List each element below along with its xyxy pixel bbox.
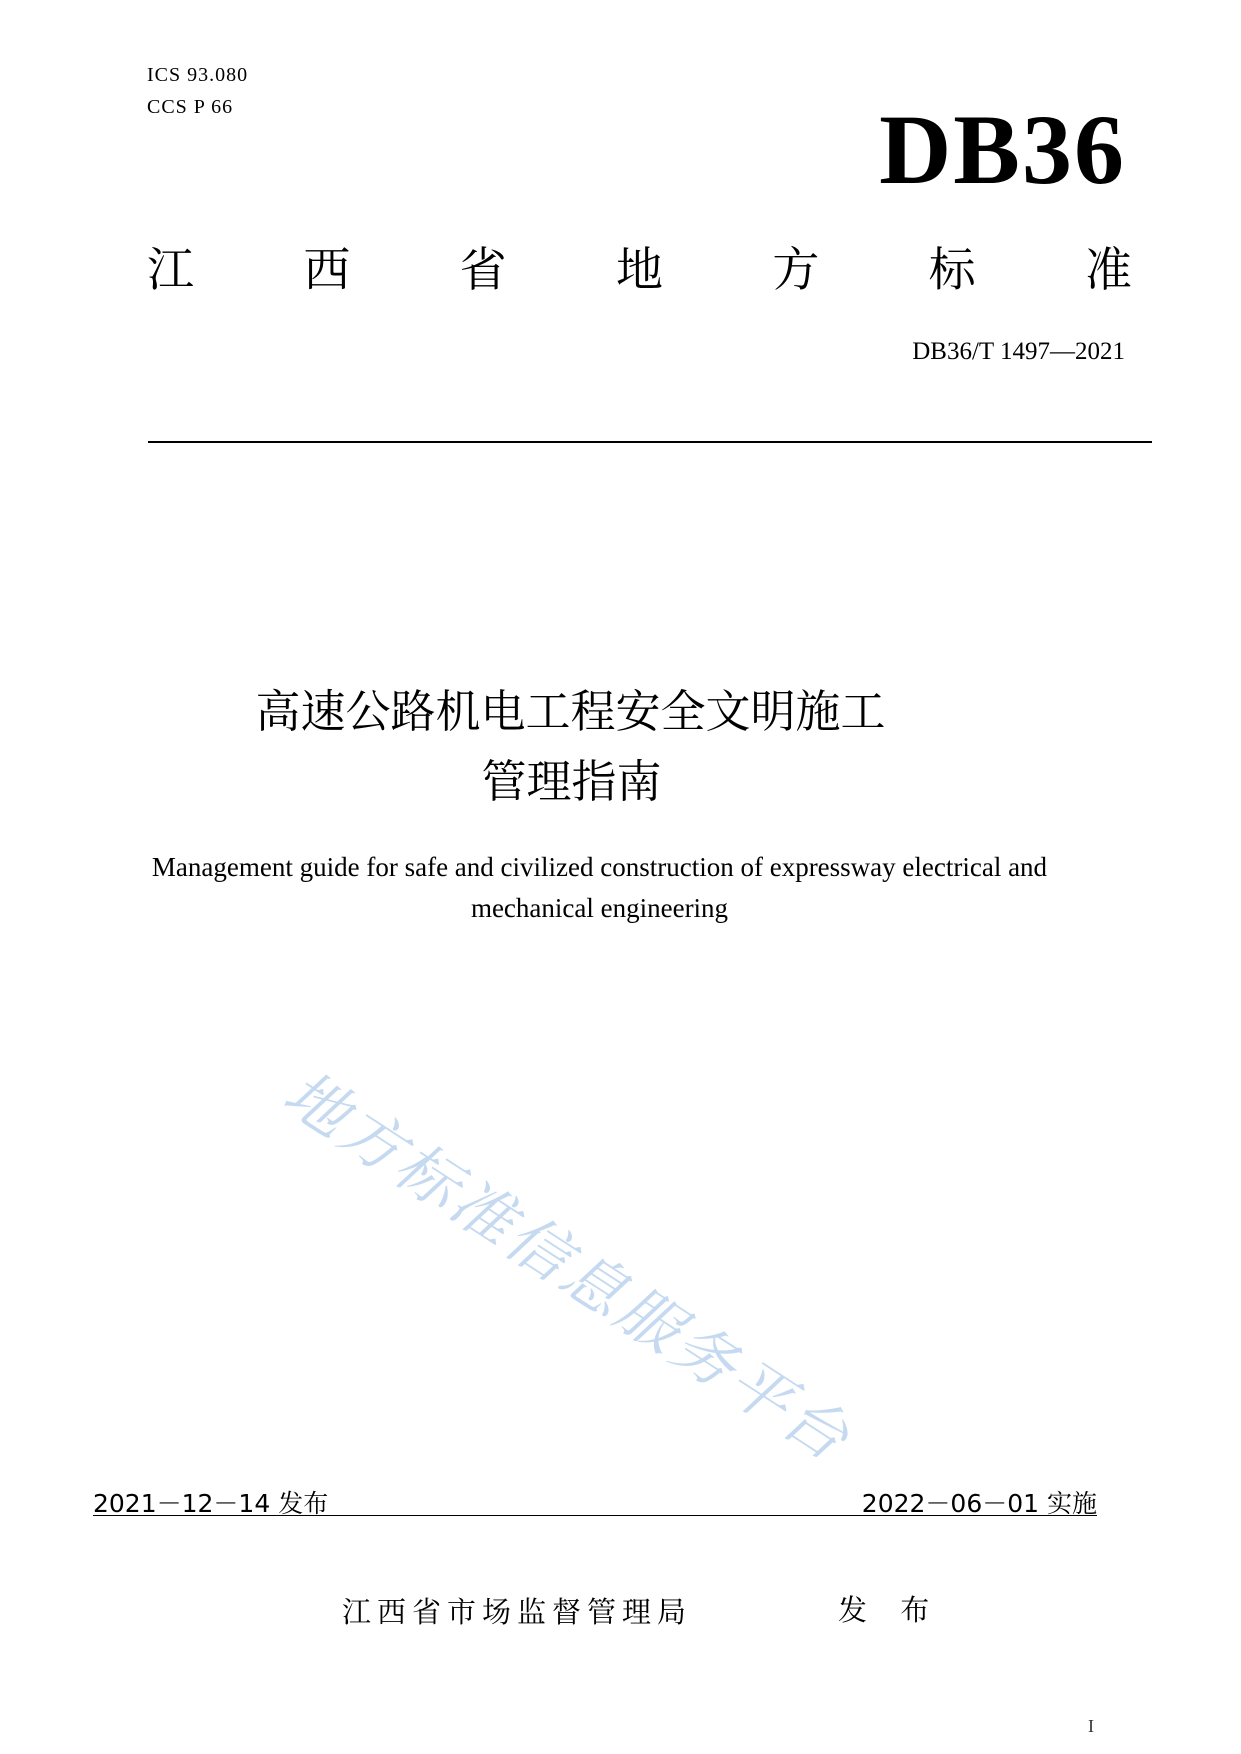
title-zh-line-1: 高速公路机电工程安全文明施工 bbox=[255, 685, 886, 738]
title-zh-line-2: 管理指南 bbox=[481, 755, 662, 808]
publish-label: 发 布 bbox=[838, 1593, 942, 1627]
issue-date: 2021－12－14 发布 bbox=[93, 1489, 329, 1518]
standard-code-mark: DB36 bbox=[879, 94, 1126, 205]
header-divider bbox=[148, 441, 1152, 443]
standard-type-char: 江 bbox=[147, 243, 194, 298]
dates-divider bbox=[93, 1515, 1097, 1516]
standard-type-char: 方 bbox=[772, 243, 820, 298]
ccs-code: CCS P 66 bbox=[147, 96, 234, 118]
implementation-date: 2022－06－01 实施 bbox=[861, 1489, 1097, 1518]
standard-number: DB36/T 1497—2021 bbox=[912, 338, 1125, 365]
standard-type-char: 省 bbox=[459, 243, 507, 298]
standard-type-char: 准 bbox=[1084, 243, 1132, 298]
standard-type-char: 西 bbox=[303, 243, 351, 298]
standard-type-char: 标 bbox=[928, 243, 976, 298]
standard-type-char: 地 bbox=[615, 243, 663, 298]
standard-type-heading bbox=[147, 243, 1132, 299]
title-en-line-1: Management guide for safe and civilized construction of expressway electrical and bbox=[151, 852, 1048, 882]
publisher-name: 江西省市场监督管理局 bbox=[342, 1595, 693, 1629]
page-number: I bbox=[1088, 1716, 1094, 1736]
ics-code: ICS 93.080 bbox=[147, 64, 249, 86]
title-en-line-2: mechanical engineering bbox=[470, 893, 729, 923]
watermark: 地方标准信息服务平台 bbox=[271, 1055, 865, 1477]
